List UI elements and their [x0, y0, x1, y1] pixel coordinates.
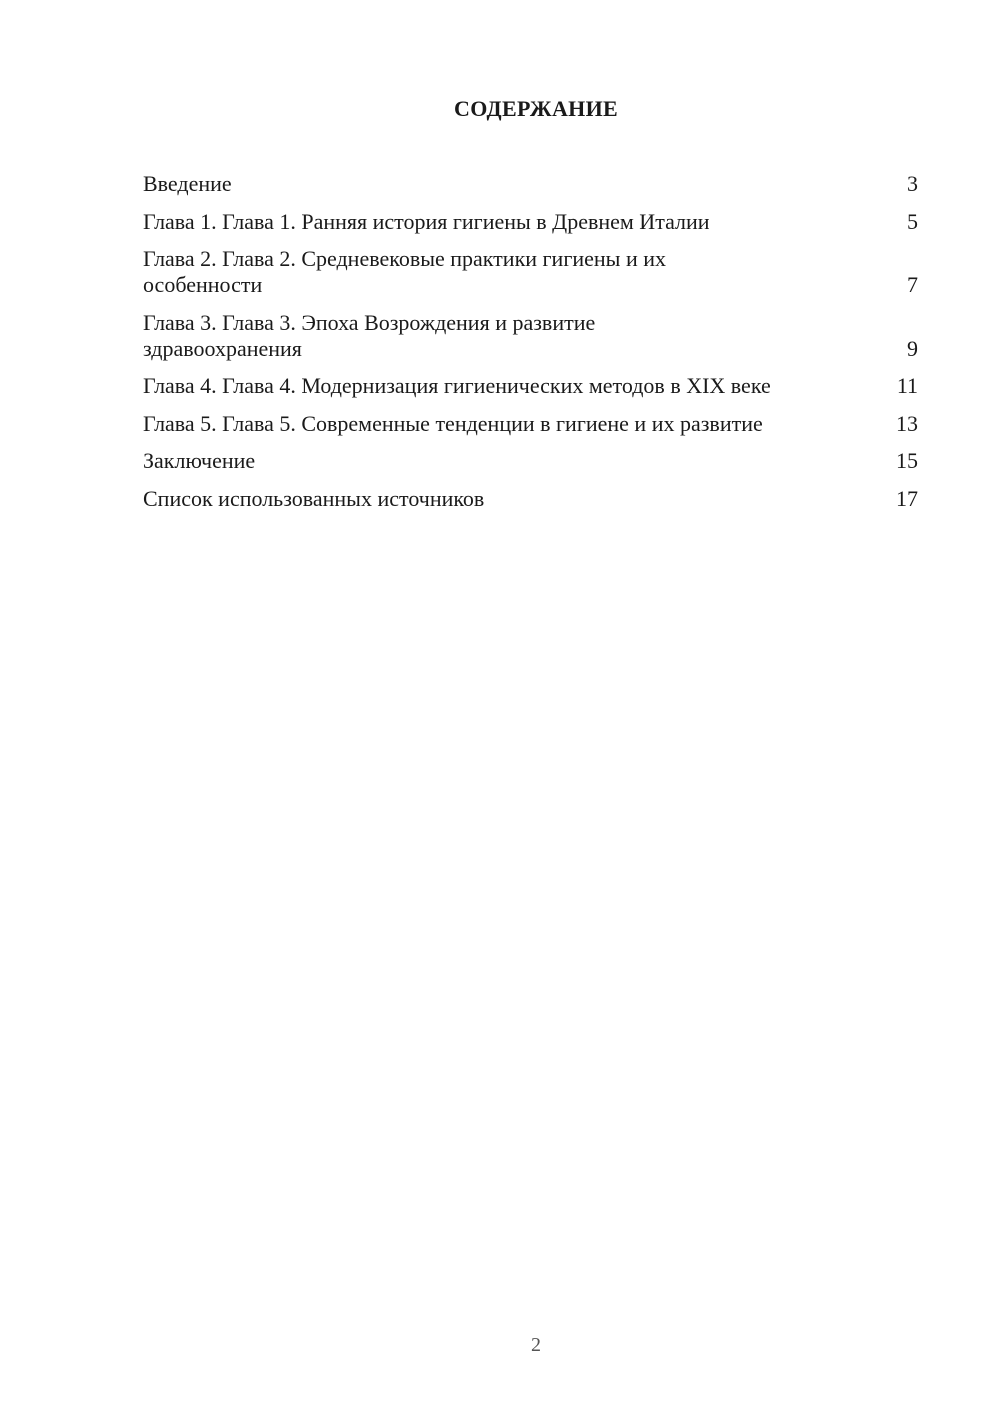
- toc-entry-title: Глава 5. Глава 5. Современные тенденции в гигиене и их развитие: [143, 410, 763, 436]
- toc-entry-page: 13: [896, 410, 918, 436]
- toc-entry[interactable]: [143, 310, 918, 362]
- toc-entry-title: Глава 2. Глава 2. Средневековые практики гигиены и их особенности: [143, 246, 666, 297]
- toc-entry[interactable]: [143, 171, 918, 197]
- toc-entry[interactable]: [143, 411, 918, 437]
- toc-entry-title: Глава 1. Глава 1. Ранняя история гигиены в Древнем Италии: [143, 208, 710, 234]
- toc-entry[interactable]: [143, 373, 918, 399]
- toc-list: [143, 171, 918, 523]
- toc-entry-page: 9: [907, 335, 918, 361]
- toc-entry-page: 7: [907, 272, 918, 297]
- page-number: 2: [531, 1334, 541, 1356]
- toc-entry-title: Введение: [143, 171, 232, 196]
- toc-entry-page: 15: [896, 448, 918, 473]
- toc-entry-page: 17: [896, 485, 918, 511]
- toc-entry-title: Заключение: [143, 448, 256, 473]
- toc-entry-page: 5: [907, 208, 918, 234]
- toc-entry[interactable]: [143, 209, 918, 235]
- toc-entry-page: 3: [907, 171, 918, 196]
- toc-entry-title: Глава 3. Глава 3. Эпоха Возрождения и развитие здравоохранения: [143, 309, 596, 361]
- toc-entry[interactable]: [143, 246, 918, 298]
- toc-entry-page: 11: [896, 373, 918, 398]
- toc-heading: СОДЕРЖАНИЕ: [454, 96, 618, 121]
- toc-entry-title: Глава 4. Глава 4. Модернизация гигиенических методов в XIX веке: [143, 373, 771, 398]
- toc-entry[interactable]: [143, 448, 918, 474]
- toc-entry[interactable]: [143, 486, 918, 512]
- toc-entry-title: Список использованных источников: [143, 485, 485, 511]
